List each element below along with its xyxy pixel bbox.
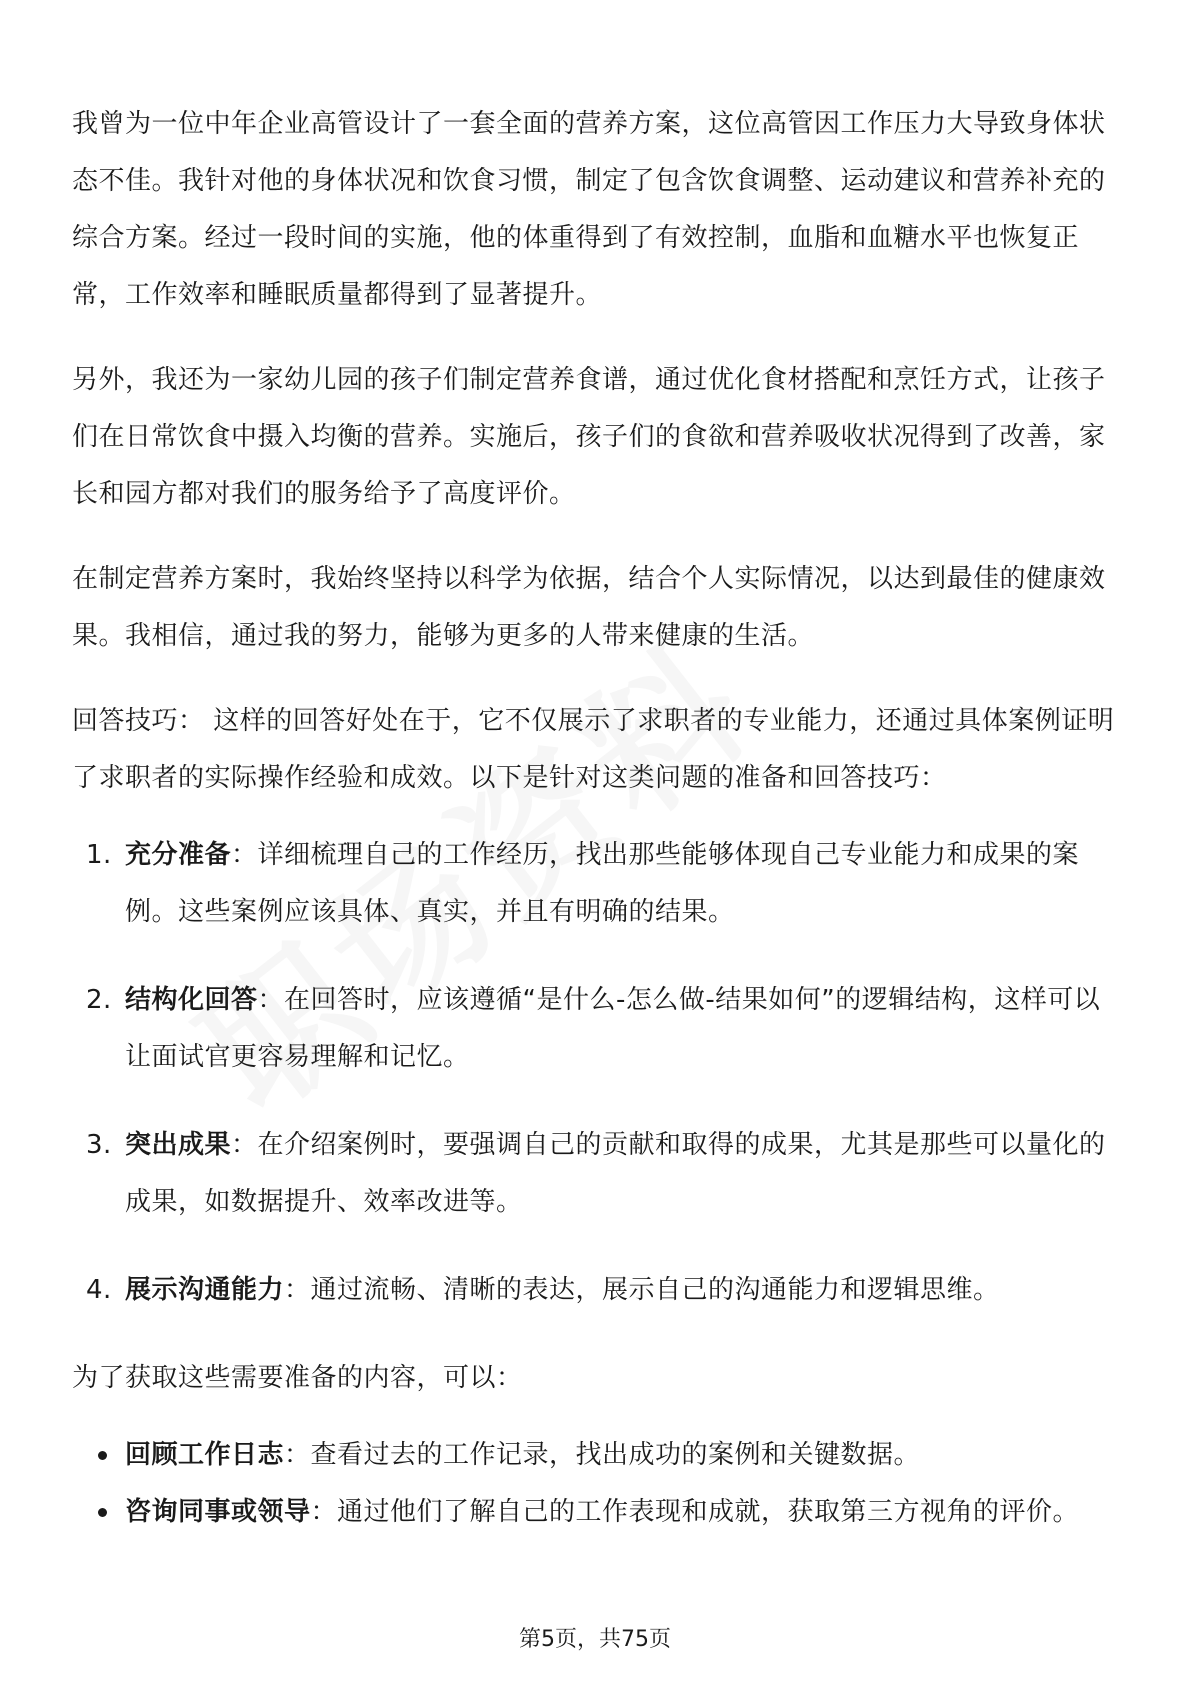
page-number-footer: 第5页，共75页 [519, 1627, 671, 1652]
document-body [72, 96, 1122, 1541]
list-item [72, 827, 1122, 941]
bullet-dot-icon [98, 1508, 107, 1517]
list-item-title: 结构化回答 [125, 985, 258, 1015]
list-number: 1. [86, 840, 112, 870]
list-item [72, 1427, 1122, 1484]
ways-list [72, 1427, 1122, 1541]
list-item-text: ：详细梳理自己的工作经历，找出那些能够体现自己专业能力和成果的案例。这些案例应该具体、真实，并且有明确的结果。 [125, 840, 1080, 927]
list-item-text: ：通过他们了解自己的工作表现和成就，获取第三方视角的评价。 [310, 1497, 1080, 1527]
list-item [72, 1484, 1122, 1541]
tips-list [72, 827, 1122, 1319]
list-item-text: ：查看过去的工作记录，找出成功的案例和关键数据。 [284, 1440, 921, 1470]
list-item-text: ：在回答时，应该遵循“是什么-怎么做-结果如何”的逻辑结构，这样可以让面试官更容易理解和记忆。 [125, 985, 1101, 1072]
paragraph-answer-tips: 回答技巧： 这样的回答好处在于，它不仅展示了求职者的专业能力，还通过具体案例证明了求职者的实际操作经验和成效。以下是针对这类问题的准备和回答技巧： [72, 706, 1115, 793]
paragraph-preparation: 为了获取这些需要准备的内容，可以： [72, 1363, 523, 1393]
list-item-title: 展示沟通能力 [125, 1275, 285, 1305]
list-number: 4. [86, 1275, 112, 1305]
list-item-title: 回顾工作日志 [125, 1440, 285, 1470]
list-item-title: 突出成果 [125, 1130, 232, 1160]
list-item-text: ：通过流畅、清晰的表达，展示自己的沟通能力和逻辑思维。 [284, 1275, 1000, 1305]
list-number: 2. [86, 985, 112, 1015]
list-item-title: 充分准备 [125, 840, 232, 870]
list-item [72, 972, 1122, 1086]
list-item-text: ：在介绍案例时，要强调自己的贡献和取得的成果，尤其是那些可以量化的成果，如数据提升、效率改进等。 [125, 1130, 1106, 1217]
paragraph-case-kindergarten: 另外，我还为一家幼儿园的孩子们制定营养食谱，通过优化食材搭配和烹饪方式，让孩子们在日常饮食中摄入均衡的营养。实施后，孩子们的食欲和营养吸收状况得到了改善，家长和园方都对我们的服务给予了高度评价。 [72, 365, 1106, 509]
list-item-title: 咨询同事或领导 [125, 1497, 311, 1527]
paragraph-case-executive: 我曾为一位中年企业高管设计了一套全面的营养方案，这位高管因工作压力大导致身体状态不佳。我针对他的身体状况和饮食习惯，制定了包含饮食调整、运动建议和营养补充的综合方案。经过一段时间的实施，他的体重得到了有效控制，血脂和血糖水平也恢复正常，工作效率和睡眠质量都得到了显著提升。 [72, 109, 1106, 310]
list-number: 3. [86, 1130, 112, 1160]
list-item [72, 1117, 1122, 1231]
bullet-dot-icon [98, 1451, 107, 1460]
list-item [72, 1262, 1122, 1319]
paragraph-principle: 在制定营养方案时，我始终坚持以科学为依据，结合个人实际情况，以达到最佳的健康效果。我相信，通过我的努力，能够为更多的人带来健康的生活。 [72, 564, 1106, 651]
